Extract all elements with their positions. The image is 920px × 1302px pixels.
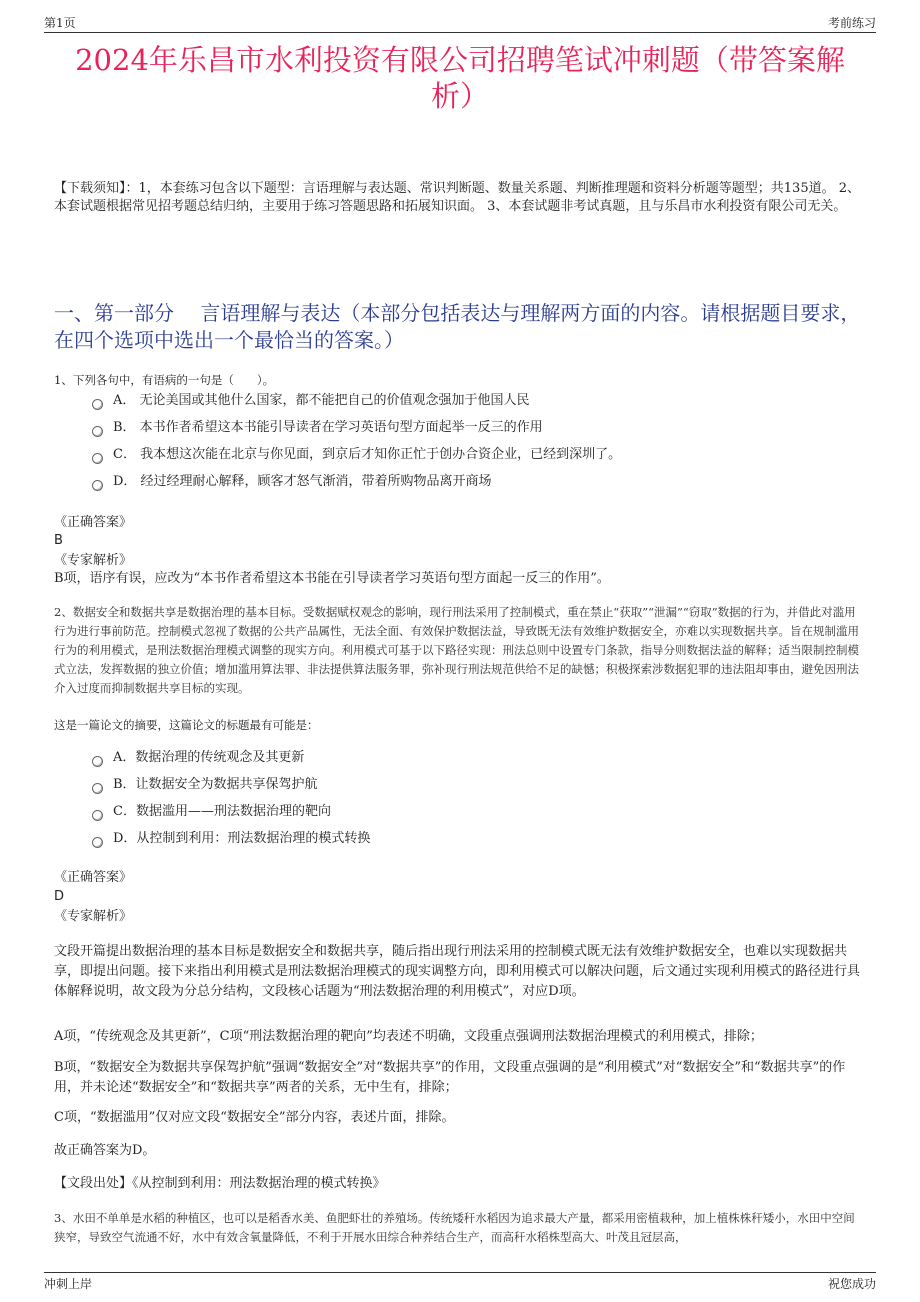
option-text: D．从控制到利用：刑法数据治理的模式转换 <box>113 831 371 846</box>
q2-analysis-para-3: B项，“数据安全为数据共享保驾护航”强调“数据安全”对“数据共享”的作用，文段重点强调的是“利用模式”对“数据安全”和“数据共享”的作用，并未论述“数据安全”和“数据共享”两者的关系，无中生有，排除； <box>54 1060 846 1095</box>
download-notice: 【下载须知】：1，本套练习包含以下题型：言语理解与表达题、常识判断题、数量关系题、判断推理题和资料分析题等题型；共135道。 2、本套试题根据常见招考题总结归纳，主要用于练习答题思路和拓展知识面。 3、本套试题非考试真题，且与乐昌市水利投资有限公司无关。 <box>54 181 860 214</box>
q2-analysis-para-5: 故正确答案为D。 <box>54 1143 156 1158</box>
q2-answer-label: 《正确答案》 <box>54 870 133 885</box>
option-text: C． 我本想这次能在北京与你见面，到京后才知你正忙于创办合资企业，已经到深圳了。 <box>113 447 622 462</box>
q2-option-a[interactable] <box>92 748 866 775</box>
page-header <box>44 12 876 33</box>
q1-option-a[interactable] <box>92 391 866 418</box>
radio-icon[interactable] <box>92 837 103 848</box>
page-number: 第1页 <box>44 16 76 30</box>
q1-option-c[interactable] <box>92 445 866 472</box>
radio-icon[interactable] <box>92 426 103 437</box>
q2-stem: 这是一篇论文的摘要，这篇论文的标题最有可能是： <box>54 718 319 732</box>
q2-analysis-label: 《专家解析》 <box>54 909 133 924</box>
radio-icon[interactable] <box>92 810 103 821</box>
header-tag: 考前练习 <box>827 16 876 30</box>
q2-analysis-para-1: 文段开篇提出数据治理的基本目标是数据安全和数据共享，随后指出现行刑法采用的控制模式既无法有效维护数据安全，也难以实现数据共享，即提出问题。接下来指出利用模式是刑法数据治理模式的现实调整方向，即利用模式可以解决问题，后文通过实现利用模式的路径进行具体解释说明，故文段为分总分结构，文段核心话题为“刑法数据治理的利用模式”，对应D项。 <box>54 944 861 999</box>
footer-left: 冲刺上岸 <box>44 1277 93 1291</box>
option-text: A．数据治理的传统观念及其更新 <box>113 750 305 765</box>
q2-analysis-para-2: A项，“传统观念及其更新”，C项“刑法数据治理的靶向”均表述不明确，文段重点强调刑法数据治理模式的利用模式，排除； <box>54 1029 763 1044</box>
q2-answer: D <box>54 889 65 904</box>
radio-icon[interactable] <box>92 783 103 794</box>
q1-answer: B <box>54 533 63 548</box>
radio-icon[interactable] <box>92 480 103 491</box>
q1-options <box>92 391 866 499</box>
q1-analysis: B项，语序有误，应改为“本书作者希望这本书能在引导读者学习英语句型方面起一反三的作用”。 <box>54 571 610 586</box>
option-text: D． 经过经理耐心解释，顾客才怒气渐消，带着所购物品离开商场 <box>113 474 492 489</box>
radio-icon[interactable] <box>92 756 103 767</box>
q2-option-b[interactable] <box>92 775 866 802</box>
option-text: B． 本书作者希望这本书能引导读者在学习英语句型方面起举一反三的作用 <box>113 420 543 435</box>
q2-option-d[interactable] <box>92 829 866 856</box>
q1-stem: 1、下列各句中，有语病的一句是（ ）。 <box>54 373 275 387</box>
page-title: 2024年乐昌市水利投资有限公司招聘笔试冲刺题（带答案解析） <box>75 43 845 113</box>
q3-passage: 3、水田不单单是水稻的种植区，也可以是稻香水美、鱼肥虾壮的养殖场。传统矮秆水稻因为追求最大产量，都采用密植栽种，加上植株株秆矮小，水田中空间狭窄，导致空气流通不好，水中有效含氧量降低，不利于开展水田综合种养结合生产，而高秆水稻株型高大、叶茂且冠层高， <box>54 1211 855 1244</box>
q1-answer-label: 《正确答案》 <box>54 515 133 530</box>
q1-option-d[interactable] <box>92 472 866 499</box>
option-text: A． 无论美国或其他什么国家，都不能把自己的价值观念强加于他国人民 <box>113 393 530 408</box>
q2-option-c[interactable] <box>92 802 866 829</box>
footer-right: 祝您成功 <box>827 1277 876 1291</box>
q1-analysis-label: 《专家解析》 <box>54 553 133 568</box>
q2-passage: 2、数据安全和数据共享是数据治理的基本目标。受数据赋权观念的影响，现行刑法采用了控制模式，重在禁止“获取”“泄漏”“窃取”数据的行为，并借此对滥用行为进行事前防范。控制模式忽视了数据的公共产品属性，无法全面、有效保护数据法益，导致既无法有效维护数据安全，亦难以实现数据共享。旨在规制滥用行为的利用模式，是刑法数据治理模式调整的现实方向。利用模式可基于以下路径实现：刑法总则中设置专门条款，指导分则数据法益的解释；适当限制控制模式立法，发挥数据的独立价值；增加滥用算法罪、非法提供算法服务罪，弥补现行刑法规范供给不足的缺憾；积极探索涉数据犯罪的违法阻却事由，避免因刑法介入过度而抑制数据共享目标的实现。 <box>54 605 859 695</box>
radio-icon[interactable] <box>92 453 103 464</box>
q2-options <box>92 748 866 856</box>
section-title: 一、第一部分 言语理解与表达（本部分包括表达与理解两方面的内容。请根据题目要求，在四个选项中选出一个最恰当的答案。） <box>54 301 861 352</box>
page-footer <box>44 1272 876 1293</box>
radio-icon[interactable] <box>92 399 103 410</box>
q2-analysis-para-4: C项，“数据滥用”仅对应文段“数据安全”部分内容，表述片面，排除。 <box>54 1110 455 1125</box>
q1-option-b[interactable] <box>92 418 866 445</box>
option-text: B．让数据安全为数据共享保驾护航 <box>113 777 318 792</box>
option-text: C．数据滥用——刑法数据治理的靶向 <box>113 804 331 819</box>
q2-source: 【文段出处】《从控制到利用：刑法数据治理的模式转换》 <box>54 1176 386 1191</box>
